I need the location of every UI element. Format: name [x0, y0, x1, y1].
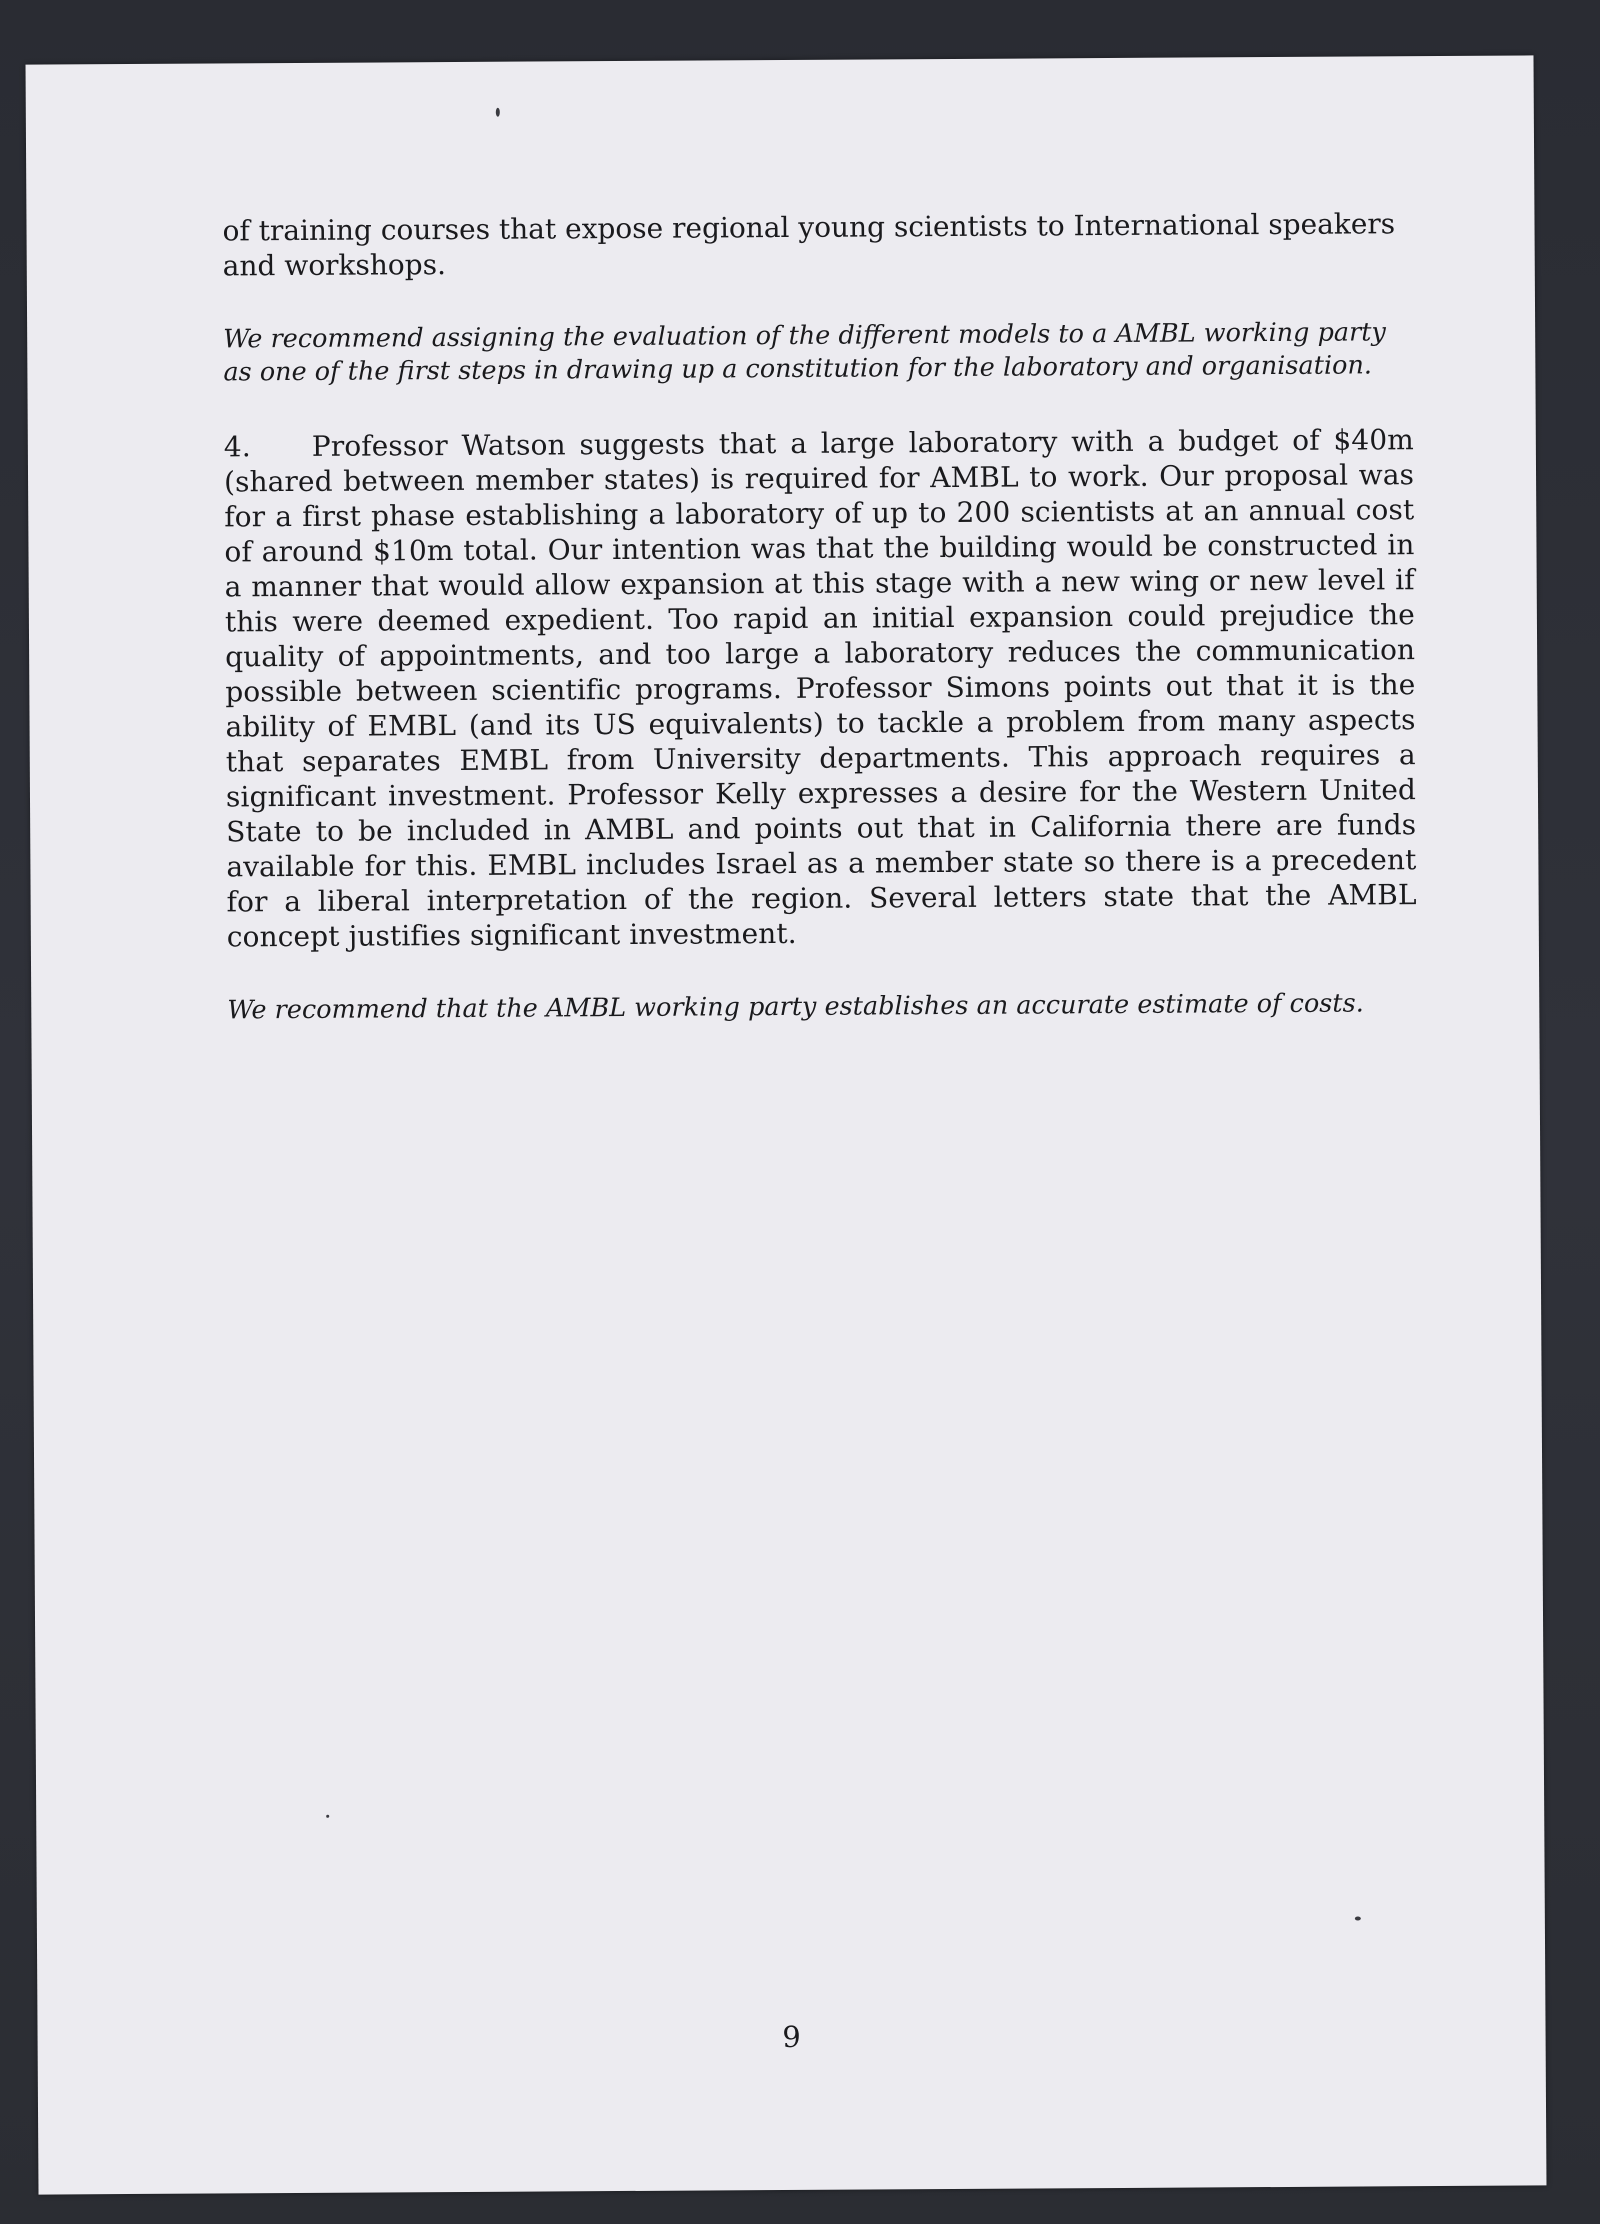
- recommendation-models: We recommend assigning the evaluation of the different models to a AMBL working party as one of the first steps in drawing up a constitution for the laboratory and organisation.: [223, 317, 1386, 388]
- section-4-text: Professor Watson suggests that a large laboratory with a budget of $40m (shared between member states) is required for AMBL to work. Our proposal was for a first phase establishing a laboratory of up to 200 scientists at an annual cost of around $10m total. Our intention was that the building would be constructed in a manner that would allow expansion at this stage with a new wing or new level if this were deemed expedient. Too rapid an initial expansion could prejudice the quality of appointments, and too large a laboratory reduces the communication possible between scientific programs. Professor Simons points out that it is the ability of EMBL (and its US equivalents) to tackle a problem from many aspects that separates EMBL from University departments. This approach requires a significant investment. Professor Kelly expresses a desire for the Western United State to be included in AMBL and points out that in California there are funds available for this. EMBL includes Israel as a member state so there is a precedent for a liberal interpretation of the region. Several letters state that the AMBL concept justifies significant investment.: [223, 423, 1417, 954]
- recommendation-costs: We recommend that the AMBL working party establishes an accurate estimate of costs.: [227, 988, 1364, 1026]
- continuation-paragraph: of training courses that expose regional young scientists to International speakers and workshops.: [222, 207, 1396, 283]
- document-page: [26, 55, 1547, 2194]
- page-body: [222, 206, 1417, 1027]
- scan-speck: [496, 108, 500, 117]
- section-4-paragraph: [224, 422, 1417, 954]
- scan-speck: [326, 1815, 329, 1818]
- page-number: 9: [782, 2019, 801, 2055]
- section-number: 4.: [223, 430, 251, 464]
- scan-speck: [1355, 1917, 1361, 1921]
